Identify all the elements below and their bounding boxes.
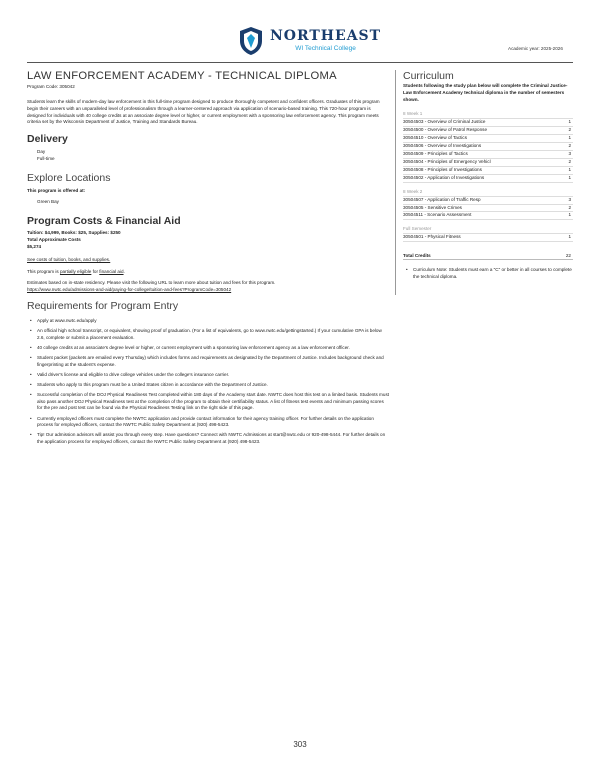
- course-title: 30504500 - Overview of Patrol Response: [403, 127, 488, 133]
- term-course-list: [403, 234, 573, 242]
- course-credits: 2: [568, 127, 571, 133]
- requirement-item: • Successful completion of the DOJ Physical Readiness Test completed within 180 days of the Academy start date. NWTC does host this test on a limited basis. Students must also pass another DOJ Physical Readiness test at the completion of the program to obtain their certifiability status. A list of fitness test events and minimum passing scores for the pre and post test can be found via the Physical Readiness Testing link on the right side of this page.: [27, 392, 389, 412]
- northeast-shield-logo-icon: [238, 26, 264, 56]
- term-label: 8 Week 2: [403, 188, 423, 194]
- course-row[interactable]: [403, 234, 573, 242]
- delivery-list: [27, 149, 389, 163]
- program-code: Program Code: 305042: [27, 84, 75, 89]
- course-row[interactable]: [403, 151, 573, 159]
- course-credits: 1: [568, 135, 571, 141]
- course-title: 30504510 - Overview of Tactics: [403, 135, 468, 141]
- delivery-item: Day: [37, 149, 46, 155]
- total-costs-value: $5,274: [27, 243, 42, 249]
- term-course-list: [403, 197, 573, 221]
- course-credits: 1: [568, 119, 571, 125]
- eligibility-line: [27, 269, 389, 276]
- location-item[interactable]: Green Bay: [37, 198, 59, 204]
- total-credits-value: 22: [565, 253, 571, 259]
- course-title: 30504507 - Application of Traffic Resp: [403, 196, 481, 202]
- total-credits-label: Total Credits: [403, 253, 431, 259]
- financial-aid-link[interactable]: financial aid: [99, 268, 124, 274]
- course-row[interactable]: [403, 159, 573, 167]
- course-title: 30504505 - Sensitive Crimes: [403, 204, 462, 210]
- delivery-heading: Delivery: [27, 133, 68, 146]
- requirement-item: • Currently employed officers must complete the NWTC application and provide contact information for their agency training officer. For further details on the application process for employed officers, contact the NWTC Public Safety Department at (920) 498-5423.: [27, 416, 389, 429]
- course-title: 30504501 - Physical Fitness: [403, 234, 461, 240]
- course-credits: 3: [568, 151, 571, 157]
- course-row[interactable]: [403, 167, 573, 175]
- header-divider: [27, 62, 573, 63]
- main-column: [27, 70, 389, 449]
- requirement-item: • Students who apply to this program must be a United States citizen in accordance with the Department of Justice.: [27, 382, 389, 389]
- course-title: 30504503 - Overview of Criminal Justice: [403, 119, 486, 125]
- total-credits-row: [403, 252, 573, 260]
- course-title: 30504509 - Principles of Tactics: [403, 151, 468, 157]
- curriculum-sidebar: [403, 70, 573, 281]
- costs-heading: Program Costs & Financial Aid: [27, 215, 181, 228]
- curriculum-heading: Curriculum: [403, 70, 454, 82]
- eligible-prefix: This program is: [27, 268, 60, 274]
- course-row[interactable]: [403, 135, 573, 143]
- course-credits: 1: [568, 234, 571, 240]
- course-credits: 2: [568, 204, 571, 210]
- course-credits: 2: [568, 143, 571, 149]
- requirement-item: • Apply at www.nwtc.edu/apply: [27, 318, 389, 325]
- course-title: 30504508 - Principles of Investigations: [403, 166, 482, 172]
- locations-offered-label: This program is offered at:: [27, 187, 86, 193]
- tuition-line: Tuition: $4,999, Books: $25, Supplies: $250: [27, 230, 121, 236]
- college-logo[interactable]: [238, 25, 382, 57]
- course-title: 30504504 - Principles of Emergency Vehicl: [403, 158, 491, 164]
- course-row[interactable]: [403, 212, 573, 220]
- course-credits: 3: [568, 196, 571, 202]
- eligible-suffix: .: [123, 268, 125, 274]
- course-title: 30504502 - Application of Investigations: [403, 174, 485, 180]
- requirements-heading: Requirements for Program Entry: [27, 299, 179, 312]
- academic-year: Academic year: 2025-2026: [508, 46, 563, 51]
- course-credits: 2: [568, 158, 571, 164]
- logo-subtitle: WI Technical College: [295, 45, 356, 52]
- term-label: Full Semester: [403, 226, 432, 232]
- course-credits: 1: [568, 212, 571, 218]
- tuition-fees-url-link[interactable]: https://www.nwtc.edu/admissions-and-aid/paying-for-college/tuition-and-fees?ProgramCode=305042: [27, 287, 232, 293]
- course-row[interactable]: [403, 127, 573, 135]
- page-number: 303: [293, 740, 307, 749]
- program-description: Students learn the skills of modern-day law enforcement in this full-time program designed to produce thoroughly competent and confident officers. Graduates of this program begin their careers with an unparalleled level of professionalism through a learner-centered approach via application of scenario-based training. This 720-hour program is designed for individuals with 40 college credits at an associate degree level or higher, or current employment with a sponsoring law enforcement agency. This program meets criteria set by the Wisconsin Department of Justice, Training and Standards Bureau.: [27, 99, 380, 125]
- estimates-text: Estimates based on in-state residency. Please visit the following URL to learn more about tuition and fees for this program.: [27, 280, 276, 286]
- requirement-item: • Tip! Our admission advisors will assist you through every step. Have questions? Connect with NWTC Admissions at start@nwtc.edu or 920-498-5444. For further details on the application process for employed officers, contact the NWTC Public Safety Department at (920) 498-5423.: [27, 432, 389, 445]
- term-course-list: [403, 119, 573, 182]
- course-title: 30504511 - Scenario Assessment: [403, 212, 472, 218]
- course-title: 30504506 - Overview of Investigations: [403, 143, 482, 149]
- course-row[interactable]: [403, 205, 573, 213]
- partially-eligible-link[interactable]: partially eligible: [59, 268, 92, 274]
- delivery-item: Full-time: [37, 155, 55, 161]
- course-row[interactable]: [403, 143, 573, 151]
- requirements-list: [27, 318, 389, 446]
- requirement-item: • Valid driver's license and eligible to drive college vehicles under the college's insurance carrier.: [27, 372, 389, 379]
- term-label: 8 Week 1: [403, 111, 423, 117]
- course-row[interactable]: [403, 197, 573, 205]
- see-costs-link[interactable]: See costs of tuition, books, and supplies.: [27, 256, 111, 262]
- course-credits: 1: [568, 174, 571, 180]
- page-header: [0, 0, 600, 62]
- requirement-item: • Student packet (packets are emailed every Thursday) which includes forms and requirements as designated by the Department of Justice. Includes background check and fingerprinting at the student's expense.: [27, 355, 389, 368]
- logo-name: NORTHEAST: [270, 28, 382, 44]
- eligible-middle: for: [91, 268, 100, 274]
- curriculum-note: • Curriculum Note: Students must earn a "C" or better in all courses to complete the technical diploma.: [403, 267, 573, 281]
- course-credits: 1: [568, 166, 571, 172]
- locations-heading: Explore Locations: [27, 171, 111, 184]
- requirement-item: • An official high school transcript, or equivalent, showing proof of graduation. (For a list of equivalents, go to www.nwtc.edu/gettingstarted.) If your cumulative GPA is below 2.6, complete or submit a placement evaluation.: [27, 328, 389, 341]
- column-divider: [395, 70, 396, 295]
- course-row[interactable]: [403, 119, 573, 127]
- curriculum-intro: Students following the study plan below will complete the Criminal Justice-Law Enforcement Academy technical diploma in the number of semesters shown.: [403, 83, 568, 102]
- course-row[interactable]: [403, 175, 573, 183]
- requirement-item: • 40 college credits at an associate's degree level or higher, or current employment with a sponsoring law enforcement agency as a law enforcement officer.: [27, 345, 389, 352]
- program-title: LAW ENFORCEMENT ACADEMY - TECHNICAL DIPLOMA: [27, 70, 337, 82]
- total-costs-label: Total Approximate Costs: [27, 237, 81, 243]
